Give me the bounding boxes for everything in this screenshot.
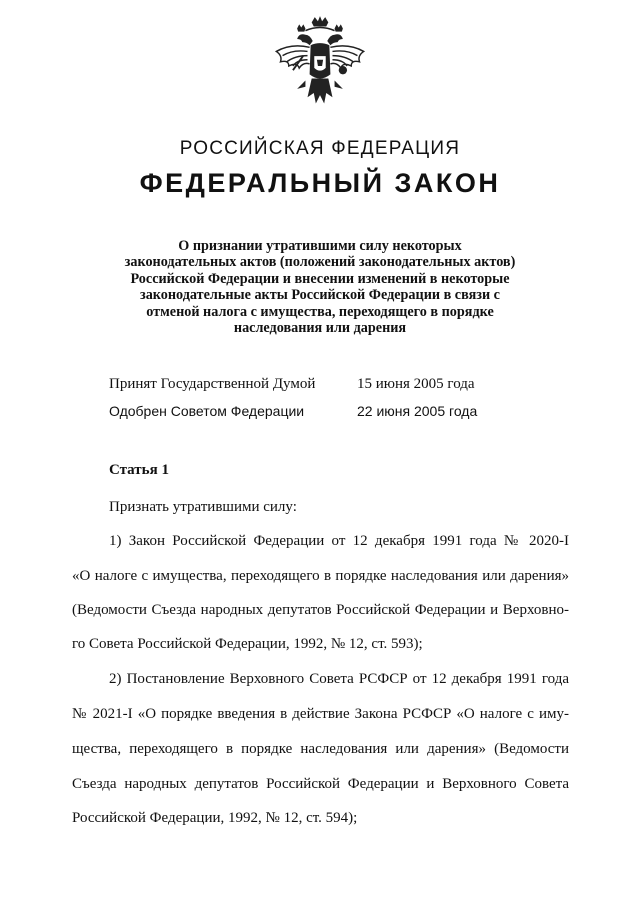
law-title-line: законодательных актов (положений законодательных актов) <box>124 254 516 271</box>
country-heading: РОССИЙСКАЯ ФЕДЕРАЦИЯ <box>179 138 461 159</box>
item1-line: го Совета Российской Федерации, 1992, № 12, ст. 593); <box>72 636 423 652</box>
document-type-heading: ФЕДЕРАЛЬНЫЙ ЗАКОН <box>139 168 501 198</box>
item2-line: щества, переходящего в порядке наследования или дарения» (Ведомости <box>72 741 569 757</box>
item1-line: 1) Закон Российской Федерации от 12 декабря 1991 года № 2020-I <box>109 533 569 549</box>
adoption-label: Принят Государственной Думой <box>109 376 316 392</box>
adoption-row-duma <box>109 376 529 396</box>
adoption-date: 22 июня 2005 года <box>357 403 478 419</box>
item2-line: Российской Федерации, 1992, № 12, ст. 594); <box>72 810 358 826</box>
law-title-line: законодательные акты Российской Федерации в связи с <box>140 287 500 304</box>
item1-line: (Ведомости Съезда народных депутатов Российской Федерации и Верховно- <box>72 602 569 618</box>
law-title-line: Российской Федерации и внесении изменений в некоторые <box>130 270 510 287</box>
law-title-line: О признании утратившими силу некоторых <box>178 238 462 254</box>
adoption-row-council <box>109 403 529 423</box>
adoption-label: Одобрен Советом Федерации <box>109 403 305 419</box>
item2-line: 2) Постановление Верховного Совета РСФСР от 12 декабря 1991 года <box>109 671 569 687</box>
law-title-line: отменой налога с имущества, переходящего в порядке <box>146 303 494 320</box>
coat-of-arms-icon <box>268 14 372 118</box>
law-title-line: наследования или дарения <box>233 320 407 337</box>
article-lead: Признать утратившими силу: <box>109 499 297 515</box>
article-heading: Статья 1 <box>109 462 169 478</box>
item1-line: «О налоге с имущества, переходящего в порядке наследования или дарения» <box>72 568 569 584</box>
item2-line: № 2021-I «О порядке введения в действие Закона РСФСР «О налоге с иму- <box>72 706 569 722</box>
adoption-date: 15 июня 2005 года <box>357 376 475 392</box>
law-title <box>100 238 540 336</box>
item2-line: Съезда народных депутатов Российской Федерации и Верховного Совета <box>72 776 569 792</box>
